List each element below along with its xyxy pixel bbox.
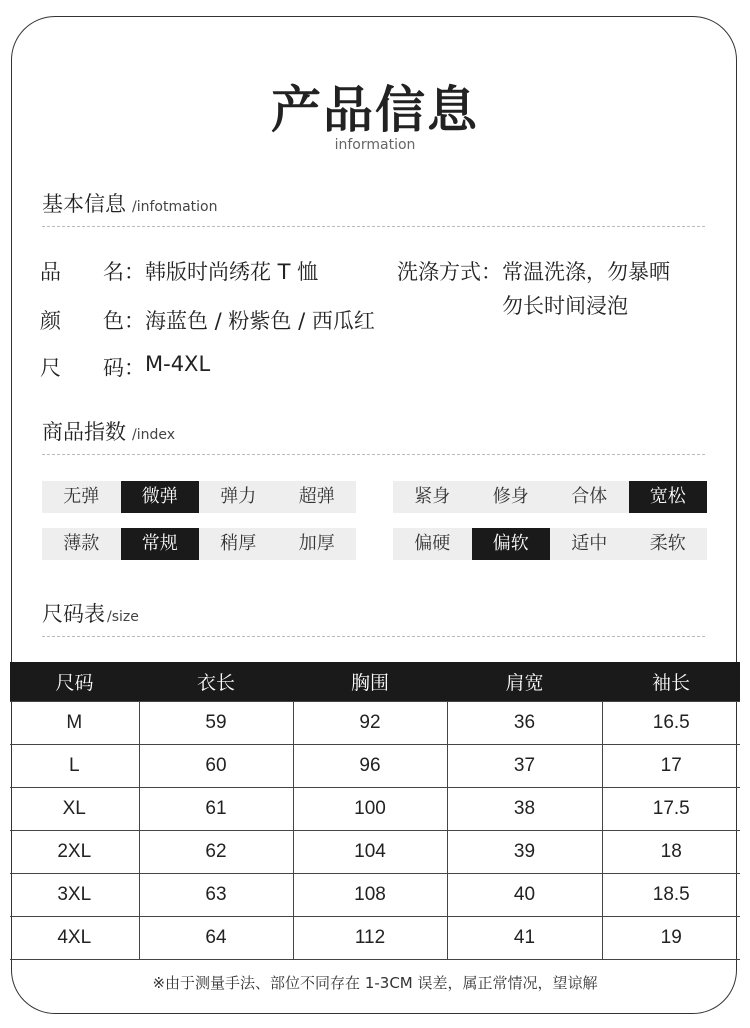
table-row [10, 702, 740, 745]
softness-option: 偏软 [472, 528, 551, 560]
thickness-option: 加厚 [298, 533, 335, 554]
product-name-row [40, 256, 318, 286]
table-cell: 41 [447, 917, 602, 960]
basic-info-title: 基本信息 [42, 192, 126, 216]
table-cell: 37 [447, 745, 602, 788]
size-table-column-header: 胸围 [293, 662, 447, 702]
wash-row [397, 256, 670, 320]
size-table-column-header: 衣长 [139, 662, 293, 702]
thickness-option: 常规 [121, 528, 200, 560]
table-cell: 16.5 [602, 702, 740, 745]
softness-option: 适中 [571, 533, 608, 554]
page-subtitle: information [334, 137, 416, 153]
size-chart-title: 尺码表 [42, 602, 105, 626]
table-row [10, 831, 740, 874]
divider [42, 454, 705, 455]
elasticity-option: 无弹 [63, 486, 100, 507]
table-cell: XL [10, 788, 139, 831]
softness-option: 偏硬 [414, 533, 451, 554]
size-chart-heading [42, 598, 139, 628]
size-chart-title-en: /size [107, 609, 139, 625]
softness-option: 柔软 [649, 533, 686, 554]
table-cell: 17.5 [602, 788, 740, 831]
table-cell: 60 [139, 745, 293, 788]
table-cell: 59 [139, 702, 293, 745]
table-row [10, 745, 740, 788]
table-cell: 4XL [10, 917, 139, 960]
table-cell: L [10, 745, 139, 788]
product-name-value: 韩版时尚绣花 T 恤 [145, 260, 319, 284]
index-title: 商品指数 [42, 420, 126, 444]
table-cell: 64 [139, 917, 293, 960]
table-row [10, 874, 740, 917]
table-cell: M [10, 702, 139, 745]
table-cell: 36 [447, 702, 602, 745]
table-cell: 18 [602, 831, 740, 874]
table-cell: 63 [139, 874, 293, 917]
table-cell: 112 [293, 917, 447, 960]
softness-scale [393, 528, 707, 560]
elasticity-option: 弹力 [220, 486, 257, 507]
fit-option: 紧身 [414, 486, 451, 507]
elasticity-option: 微弹 [121, 481, 200, 513]
size-table-header [10, 662, 740, 702]
wash-label: 洗涤方式： [397, 260, 502, 284]
product-name-label: 品 名： [40, 260, 145, 284]
table-cell: 17 [602, 745, 740, 788]
elasticity-scale [42, 481, 356, 513]
table-cell: 92 [293, 702, 447, 745]
table-cell: 108 [293, 874, 447, 917]
table-cell: 38 [447, 788, 602, 831]
table-cell: 39 [447, 831, 602, 874]
size-table [10, 662, 740, 960]
index-title-en: /index [132, 427, 176, 443]
wash-value-line2: 勿长时间浸泡 [502, 294, 628, 318]
table-cell: 100 [293, 788, 447, 831]
size-value: M-4XL [145, 352, 211, 376]
color-value: 海蓝色 / 粉紫色 / 西瓜红 [145, 309, 375, 333]
table-cell: 18.5 [602, 874, 740, 917]
page-title: 产品信息 [271, 81, 479, 139]
elasticity-option: 超弹 [298, 486, 335, 507]
divider [42, 226, 705, 227]
basic-info-heading [42, 188, 218, 218]
size-label: 尺 码： [40, 356, 145, 380]
table-cell: 40 [447, 874, 602, 917]
table-cell: 62 [139, 831, 293, 874]
index-heading [42, 416, 175, 446]
thickness-option: 稍厚 [220, 533, 257, 554]
size-table-column-header: 尺码 [10, 662, 139, 702]
size-row [40, 352, 210, 382]
table-row [10, 917, 740, 960]
thickness-scale [42, 528, 356, 560]
fit-scale [393, 481, 707, 513]
table-cell: 61 [139, 788, 293, 831]
table-cell: 96 [293, 745, 447, 788]
table-row [10, 788, 740, 831]
fit-option: 宽松 [629, 481, 708, 513]
divider [42, 636, 705, 637]
color-label: 颜 色： [40, 309, 145, 333]
table-cell: 3XL [10, 874, 139, 917]
table-cell: 2XL [10, 831, 139, 874]
measurement-note: ※由于测量手法、部位不同存在 1-3CM 误差，属正常情况，望谅解 [152, 974, 598, 992]
table-cell: 104 [293, 831, 447, 874]
size-table-column-header: 肩宽 [447, 662, 602, 702]
size-table-column-header: 袖长 [602, 662, 740, 702]
thickness-option: 薄款 [63, 533, 100, 554]
table-cell: 19 [602, 917, 740, 960]
fit-option: 合体 [571, 486, 608, 507]
basic-info-title-en: /infotmation [132, 199, 218, 215]
color-row [40, 305, 375, 335]
wash-value-line1: 常温洗涤，勿暴晒 [502, 260, 670, 284]
fit-option: 修身 [492, 486, 529, 507]
